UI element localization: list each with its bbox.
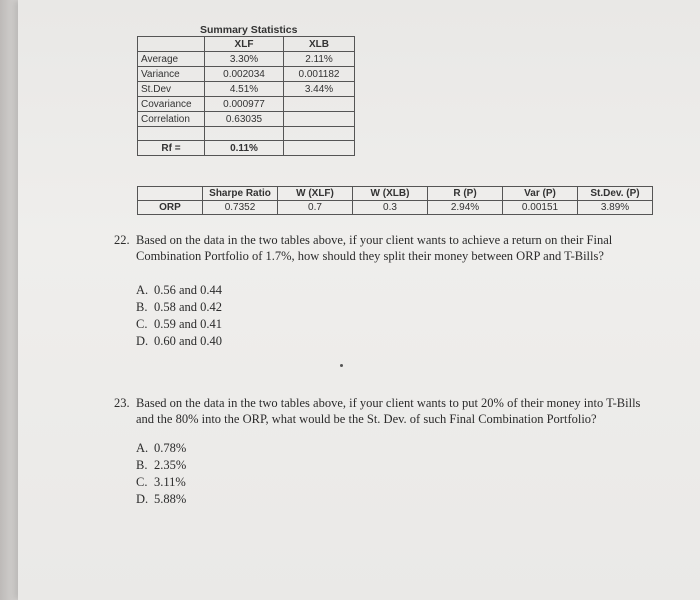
- option-a[interactable]: A. 0.78%: [136, 441, 187, 455]
- row-label: St.Dev: [138, 82, 205, 97]
- row-label: Variance: [138, 67, 205, 82]
- value-r-p: 2.94%: [428, 201, 503, 215]
- xlf-cell: 0.000977: [205, 97, 284, 112]
- desk-edge: [0, 0, 18, 600]
- header-sharpe-ratio: Sharpe Ratio: [203, 187, 278, 201]
- summary-row: [138, 52, 355, 67]
- xlb-cell: [284, 112, 355, 127]
- question-text-line2: Combination Portfolio of 1.7%, how should they split their money between ORP and T-Bills?: [136, 249, 604, 263]
- question-23-options: [136, 440, 186, 508]
- summary-row: [138, 97, 355, 112]
- header-w-xlb: W (XLB): [353, 187, 428, 201]
- option-a[interactable]: A. 0.56 and 0.44: [136, 283, 223, 297]
- value-var-p: 0.00151: [503, 201, 578, 215]
- value-stdev-p: 3.89%: [578, 201, 653, 215]
- question-number: 22.: [114, 233, 130, 247]
- orp-value-row: [138, 201, 653, 215]
- option-c[interactable]: C. 3.11%: [136, 475, 186, 489]
- rf-label: Rf =: [138, 141, 205, 156]
- question-text-line1: Based on the data in the two tables above, if your client wants to achieve a return on their Final: [136, 233, 613, 247]
- xlf-cell: 0.002034: [205, 67, 284, 82]
- xlf-cell: 3.30%: [205, 52, 284, 67]
- option-b[interactable]: B. 0.58 and 0.42: [136, 300, 223, 314]
- header-w-xlf: W (XLF): [278, 187, 353, 201]
- question-number: 23.: [114, 396, 130, 410]
- summary-header-xlb: XLB: [284, 37, 355, 52]
- row-label: Covariance: [138, 97, 205, 112]
- option-d[interactable]: D. 5.88%: [136, 492, 187, 506]
- header-stdev-p: St.Dev. (P): [578, 187, 653, 201]
- option-b[interactable]: B. 2.35%: [136, 458, 187, 472]
- rf-value: 0.11%: [205, 141, 284, 156]
- orp-row-label: ORP: [138, 201, 203, 215]
- paper-page: [18, 0, 700, 600]
- xlf-cell: 0.63035: [205, 112, 284, 127]
- summary-statistics-table: [137, 36, 355, 156]
- value-w-xlf: 0.7: [278, 201, 353, 215]
- orp-table: [137, 186, 653, 215]
- orp-header-blank: [138, 187, 203, 201]
- xlb-cell: 2.11%: [284, 52, 355, 67]
- xlb-cell: 0.001182: [284, 67, 355, 82]
- xlb-cell: 3.44%: [284, 82, 355, 97]
- summary-blank-row: [138, 127, 355, 141]
- question-22: [114, 232, 674, 264]
- rf-blank: [284, 141, 355, 156]
- summary-header-xlf: XLF: [205, 37, 284, 52]
- xlb-cell: [284, 97, 355, 112]
- row-label: Correlation: [138, 112, 205, 127]
- question-text-line1: Based on the data in the two tables above, if your client wants to put 20% of their money into T-Bills: [136, 396, 641, 410]
- summary-header-blank: [138, 37, 205, 52]
- rf-row: [138, 141, 355, 156]
- question-text-line2: and the 80% into the ORP, what would be the St. Dev. of such Final Combination Portfolio?: [136, 412, 597, 426]
- summary-row: [138, 112, 355, 127]
- question-22-options: [136, 282, 222, 350]
- header-r-p: R (P): [428, 187, 503, 201]
- xlf-cell: 4.51%: [205, 82, 284, 97]
- value-w-xlb: 0.3: [353, 201, 428, 215]
- option-d[interactable]: D. 0.60 and 0.40: [136, 334, 223, 348]
- stray-mark: [340, 364, 343, 367]
- option-c[interactable]: C. 0.59 and 0.41: [136, 317, 223, 331]
- value-sharpe-ratio: 0.7352: [203, 201, 278, 215]
- question-23: [114, 395, 674, 427]
- summary-row: [138, 67, 355, 82]
- orp-header-row: [138, 187, 653, 201]
- row-label: Average: [138, 52, 205, 67]
- summary-title: Summary Statistics: [200, 24, 298, 36]
- summary-row: [138, 82, 355, 97]
- header-var-p: Var (P): [503, 187, 578, 201]
